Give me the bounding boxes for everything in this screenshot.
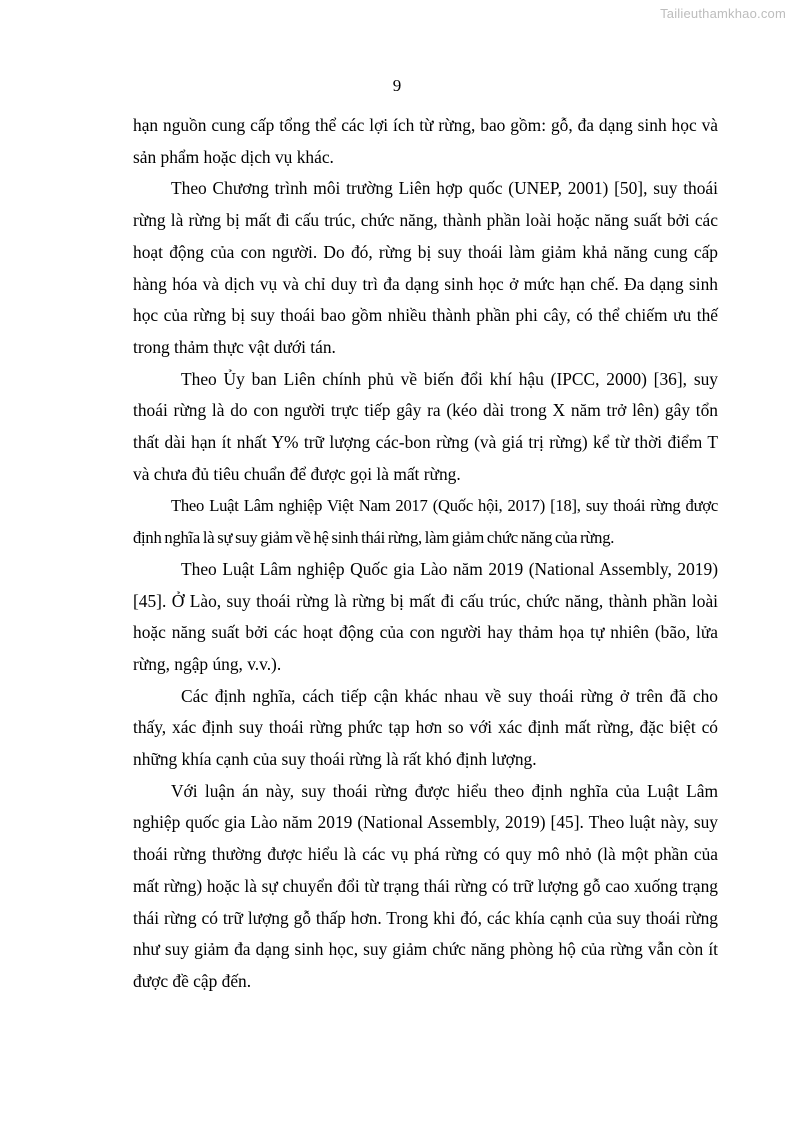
paragraph-lao-law-definition: Theo Luật Lâm nghiệp Quốc gia Lào năm 2019 (National Assembly, 2019) [45]. Ở Lào, suy thoái rừng là rừng bị mất đi cấu trúc, chức năng, thành phần loài hoặc năng suất bởi các hoạt động của con người hay thảm họa tự nhiên (bão, lửa rừng, ngập úng, v.v.). — [133, 558, 718, 674]
paragraph-ipcc-definition: Theo Ủy ban Liên chính phủ về biến đổi khí hậu (IPCC, 2000) [36], suy thoái rừng là do con người trực tiếp gây ra (kéo dài trong X năm trở lên) gây tổn thất dài hạn ít nhất Y% trữ lượng các-bon rừng (và giá trị rừng) kể từ thời điểm T và chưa đủ tiêu chuẩn để được gọi là mất rừng. — [133, 368, 718, 484]
page-number: 9 — [392, 76, 402, 95]
paragraph-vietnam-law-definition: Theo Luật Lâm nghiệp Việt Nam 2017 (Quốc hội, 2017) [18], suy thoái rừng được định nghĩa là sự suy giảm về hệ sinh thái rừng, làm giảm chức năng của rừng. — [133, 496, 718, 548]
document-body — [133, 110, 718, 998]
paragraph-unep-definition: Theo Chương trình môi trường Liên hợp quốc (UNEP, 2001) [50], suy thoái rừng là rừng bị mất đi cấu trúc, chức năng, thành phần loài hoặc năng suất bởi các hoạt động của con người. Do đó, rừng bị suy thoái làm giảm khả năng cung cấp hàng hóa và dịch vụ và chỉ duy trì đa dạng sinh học ở mức hạn chế. Đa dạng sinh học của rừng bị suy thoái bao gồm nhiều thành phần phi cây, có thể chiếm ưu thế trong thảm thực vật dưới tán. — [133, 178, 718, 357]
paragraph-continuation: hạn nguồn cung cấp tổng thể các lợi ích từ rừng, bao gồm: gỗ, đa dạng sinh học và sản phẩm hoặc dịch vụ khác. — [133, 115, 718, 167]
paragraph-approaches-summary: Các định nghĩa, cách tiếp cận khác nhau về suy thoái rừng ở trên đã cho thấy, xác định suy thoái rừng phức tạp hơn so với xác định mất rừng, đặc biệt có những khía cạnh của suy thoái rừng là rất khó định lượng. — [133, 685, 718, 770]
watermark: Tailieuthamkhao.com — [660, 6, 786, 21]
paragraph-thesis-definition: Với luận án này, suy thoái rừng được hiểu theo định nghĩa của Luật Lâm nghiệp quốc gia Lào năm 2019 (National Assembly, 2019) [45]. Theo luật này, suy thoái rừng thường được hiểu là các vụ phá rừng có quy mô nhỏ (là một phần của mất rừng) hoặc là sự chuyển đổi từ trạng thái rừng có trữ lượng gỗ cao xuống trạng thái rừng có trữ lượng gỗ thấp hơn. Trong khi đó, các khía cạnh của suy thoái rừng như suy giảm đa dạng sinh học, suy giảm chức năng phòng hộ của rừng vẫn còn ít được đề cập đến. — [133, 780, 718, 991]
